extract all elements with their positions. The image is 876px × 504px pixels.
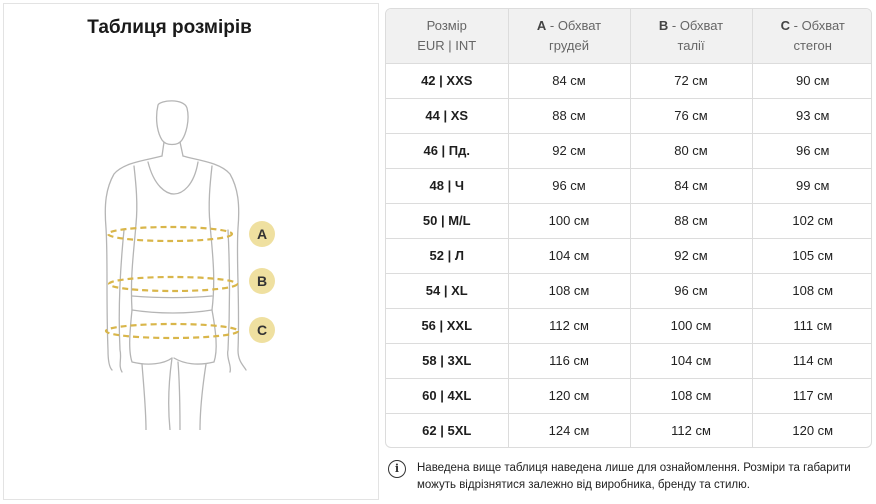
- disclaimer-note: [386, 458, 872, 498]
- chest-cell: 104 см: [508, 238, 630, 273]
- size-cell: 54 | XL: [386, 273, 508, 308]
- chest-cell: 108 см: [508, 273, 630, 308]
- waist-cell: 100 см: [630, 308, 752, 343]
- size-cell: 56 | XXL: [386, 308, 508, 343]
- chest-cell: 120 см: [508, 378, 630, 413]
- size-table: [386, 9, 872, 448]
- hips-cell: 120 см: [792, 423, 834, 439]
- hips-cell: 93 см: [752, 98, 872, 133]
- svg-text:B: B: [256, 273, 268, 289]
- table-row: [386, 273, 872, 308]
- waist-cell: 108 см: [630, 378, 752, 413]
- waist-cell: 84 см: [630, 168, 752, 203]
- size-cell: 44 | XS: [386, 98, 508, 133]
- chest-cell: 124 см: [508, 413, 630, 448]
- header-hips: C - Обхват стегон: [752, 9, 872, 63]
- info-icon: i: [388, 460, 406, 478]
- size-cell: 52 | Л: [386, 238, 508, 273]
- size-cell: 62 | 5XL: [386, 413, 508, 448]
- svg-text:A: A: [256, 226, 268, 242]
- hips-cell: 117 см: [752, 378, 872, 413]
- table-row: [386, 63, 872, 98]
- marker-b: [249, 268, 275, 294]
- marker-c: [249, 317, 275, 343]
- size-cell: 46 | Пд.: [386, 133, 508, 168]
- panel-title: Таблиця розмірів: [87, 17, 252, 38]
- waist-cell: 80 см: [630, 133, 752, 168]
- table-row: [386, 343, 872, 378]
- size-table-container: [385, 8, 872, 448]
- table-row: [386, 133, 872, 168]
- table-row: [386, 378, 872, 413]
- waist-cell: 104 см: [630, 343, 752, 378]
- table-header-row: [386, 9, 872, 63]
- table-row: [386, 238, 872, 273]
- hips-cell: 99 см: [752, 168, 872, 203]
- size-cell: 60 | 4XL: [386, 378, 508, 413]
- hips-cell: 102 см: [752, 203, 872, 238]
- waist-cell: 92 см: [630, 238, 752, 273]
- header-chest: A - Обхват грудей: [508, 9, 630, 63]
- header-waist: B - Обхват талії: [630, 9, 752, 63]
- svg-text:C: C: [256, 322, 268, 338]
- waist-cell: 112 см: [630, 413, 752, 448]
- table-row: [386, 203, 872, 238]
- chest-cell: 84 см: [508, 63, 630, 98]
- chest-cell: 100 см: [508, 203, 630, 238]
- hips-cell: 111 см: [752, 308, 872, 343]
- hips-cell: 105 см: [752, 238, 872, 273]
- header-size: Розмір EUR | INT: [386, 9, 508, 63]
- hips-cell: 96 см: [752, 133, 872, 168]
- disclaimer-text: Наведена вище таблиця наведена лише для ознайомлення. Розміри та габарити можуть відрізнятися залежно від виробника, бренду та стилю.: [417, 462, 851, 491]
- waist-cell: 88 см: [630, 203, 752, 238]
- table-row: [386, 413, 872, 448]
- chest-cell: 88 см: [508, 98, 630, 133]
- size-cell: 50 | M/L: [386, 203, 508, 238]
- table-row: [386, 308, 872, 343]
- size-cell: 58 | 3XL: [386, 343, 508, 378]
- table-row: [386, 168, 872, 203]
- hips-cell: 90 см: [752, 63, 872, 98]
- chest-cell: 92 см: [508, 133, 630, 168]
- waist-cell: 72 см: [630, 63, 752, 98]
- hips-cell: 114 см: [752, 343, 872, 378]
- waist-cell: 76 см: [630, 98, 752, 133]
- body-measurement-figure: [88, 100, 288, 430]
- chest-cell: 96 см: [508, 168, 630, 203]
- waist-cell: 96 см: [630, 273, 752, 308]
- size-cell: 48 | Ч: [386, 168, 508, 203]
- chest-cell: 112 см: [508, 308, 630, 343]
- size-illustration-panel: [3, 3, 379, 500]
- marker-a: [249, 221, 275, 247]
- size-cell: 42 | XXS: [386, 63, 508, 98]
- chest-cell: 116 см: [508, 343, 630, 378]
- hips-cell: 108 см: [752, 273, 872, 308]
- table-row: [386, 98, 872, 133]
